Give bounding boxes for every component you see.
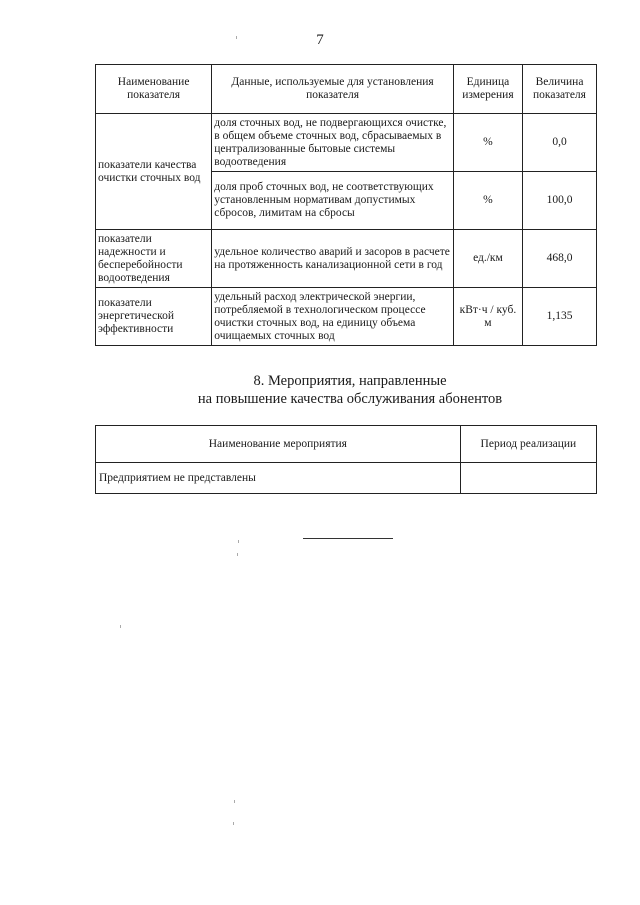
indicator-group-name: показатели качества очистки сточных вод	[96, 114, 212, 230]
end-divider	[303, 538, 393, 539]
indicator-value: 100,0	[523, 172, 597, 230]
scan-speck	[238, 540, 239, 543]
section-title-line-1: 8. Мероприятия, направленные	[253, 373, 447, 389]
indicator-unit: кВт·ч / куб. м	[453, 288, 522, 346]
page-number: 7	[316, 32, 324, 48]
measure-name: Предприятием не представлены	[96, 463, 461, 494]
scan-speck	[120, 625, 121, 628]
indicator-data: доля проб сточных вод, не соответствующих установленным нормативам допустимых сбросов, лимитам на сбросы	[212, 172, 454, 230]
section-title	[150, 372, 550, 408]
section-title-line-2: на повышение качества обслуживания абонентов	[197, 391, 503, 407]
table-header-row	[96, 65, 597, 114]
indicators-table	[95, 64, 597, 346]
header-value: Величина показателя	[523, 65, 597, 114]
indicator-group-name: показатели надежности и бесперебойности водоотведения	[96, 230, 212, 288]
scan-speck	[236, 36, 237, 39]
scan-speck	[237, 553, 238, 556]
indicator-data: удельное количество аварий и засоров в расчете на протяженность канализационной сети в год	[212, 230, 454, 288]
header-measure-name: Наименование мероприятия	[96, 426, 461, 463]
header-period: Период реализации	[460, 426, 596, 463]
table-row	[96, 463, 597, 494]
indicator-value: 468,0	[523, 230, 597, 288]
indicator-value: 1,135	[523, 288, 597, 346]
indicator-data: удельный расход электрической энергии, потребляемой в технологическом процессе очистки сточных вод, на единицу объема очищаемых сточных вод	[212, 288, 454, 346]
table-row	[96, 230, 597, 288]
indicator-unit: ед./км	[453, 230, 522, 288]
scan-speck	[234, 800, 235, 803]
table-row	[96, 114, 597, 172]
measures-table	[95, 425, 597, 494]
header-data: Данные, используемые для установления показателя	[212, 65, 454, 114]
scan-speck	[233, 822, 234, 825]
indicator-unit: %	[453, 114, 522, 172]
table-header-row	[96, 426, 597, 463]
indicator-data: доля сточных вод, не подвергающихся очистке, в общем объеме сточных вод, сбрасываемых в централизованные бытовые системы водоотведения	[212, 114, 454, 172]
indicator-value: 0,0	[523, 114, 597, 172]
header-name: Наименование показателя	[96, 65, 212, 114]
table-row	[96, 288, 597, 346]
indicator-group-name: показатели энергетической эффективности	[96, 288, 212, 346]
measure-period	[460, 463, 596, 494]
indicator-unit: %	[453, 172, 522, 230]
header-unit: Единица измерения	[453, 65, 522, 114]
